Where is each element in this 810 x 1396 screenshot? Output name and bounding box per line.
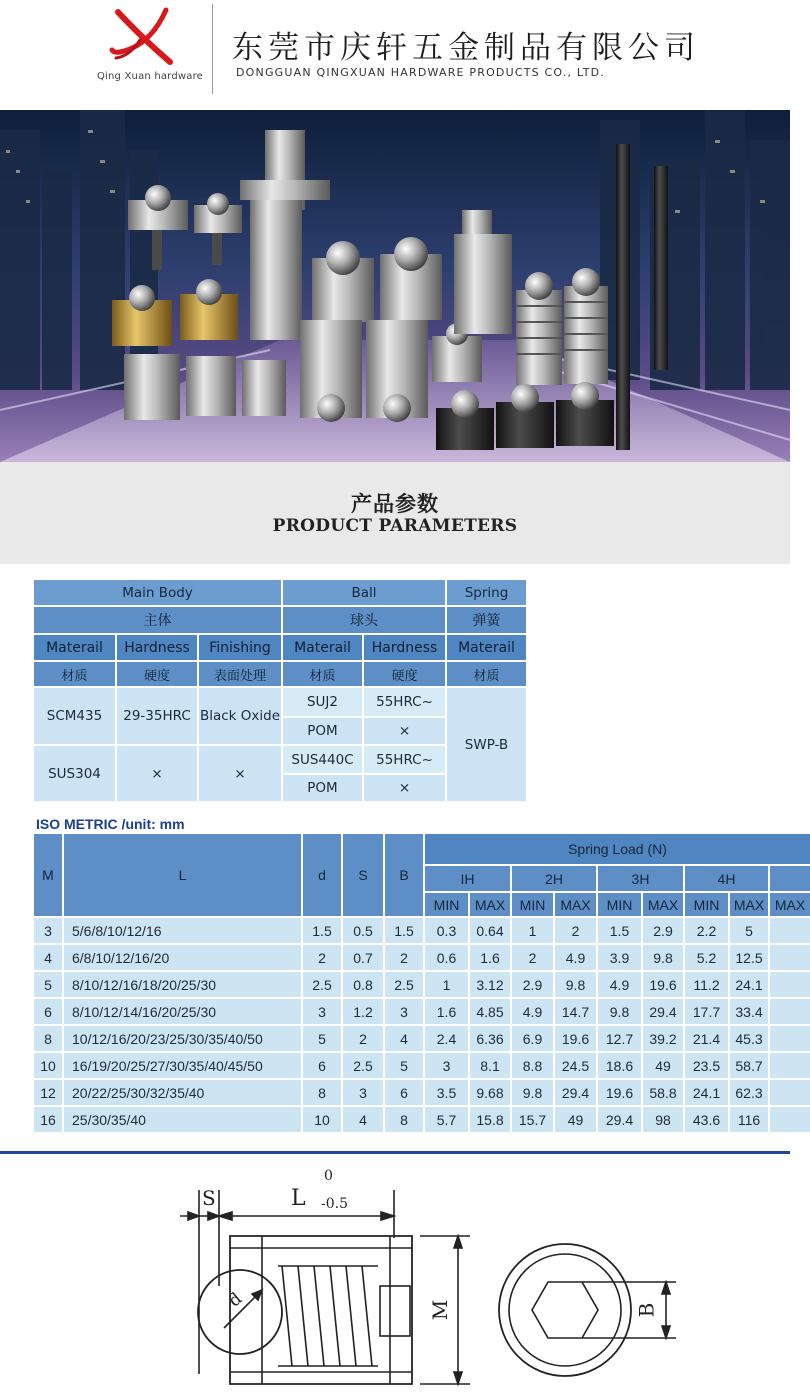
group-main-body-cn: 主体 bbox=[34, 607, 281, 633]
cell-l: 25/30/35/40 bbox=[64, 1107, 301, 1132]
ball-hardness-cell: × bbox=[364, 718, 445, 744]
cell-m: 6 bbox=[34, 999, 62, 1024]
max-header: MAX bbox=[555, 893, 596, 916]
cell-load-min: 2.2 bbox=[685, 918, 728, 943]
load-group-filler bbox=[770, 866, 810, 891]
header-d: d bbox=[303, 834, 341, 916]
cell-filler bbox=[770, 1053, 810, 1078]
cell-filler bbox=[770, 999, 810, 1024]
col-header-cn: 硬度 bbox=[117, 662, 197, 686]
cell-load-max: 33.4 bbox=[730, 999, 768, 1024]
cell-b: 2 bbox=[385, 945, 423, 970]
cell-filler bbox=[770, 1107, 810, 1132]
cell-load-min: 9.8 bbox=[598, 999, 641, 1024]
cell-load-min: 9.8 bbox=[512, 1080, 553, 1105]
min-header: MIN bbox=[425, 893, 468, 916]
cell-load-min: 1 bbox=[425, 972, 468, 997]
cell-l: 6/8/10/12/16/20 bbox=[64, 945, 301, 970]
cell-filler bbox=[770, 918, 810, 943]
cell-load-max: 116 bbox=[730, 1107, 768, 1132]
max-header: MAX bbox=[730, 893, 768, 916]
page-header bbox=[0, 0, 790, 108]
load-group-3h: 3H bbox=[598, 866, 683, 891]
cell-load-max: 58.7 bbox=[730, 1053, 768, 1078]
cell-load-max: 39.2 bbox=[643, 1026, 683, 1051]
min-header: MIN bbox=[512, 893, 553, 916]
cell-load-max: 49 bbox=[555, 1107, 596, 1132]
cell-load-max: 1.6 bbox=[470, 945, 510, 970]
cell-load-min: 2.9 bbox=[512, 972, 553, 997]
cell-b: 6 bbox=[385, 1080, 423, 1105]
cell-load-max: 58.8 bbox=[643, 1080, 683, 1105]
product-banner-image bbox=[0, 110, 790, 462]
ball-material-cell: SUJ2 bbox=[283, 688, 362, 716]
load-group-4h: 4H bbox=[685, 866, 768, 891]
cell-s: 3 bbox=[343, 1080, 383, 1105]
cell-l: 8/10/12/16/18/20/25/30 bbox=[64, 972, 301, 997]
cell-b: 5 bbox=[385, 1053, 423, 1078]
min-header: MIN bbox=[685, 893, 728, 916]
cell-l: 10/12/16/20/23/25/30/35/40/50 bbox=[64, 1026, 301, 1051]
cell-s: 0.7 bbox=[343, 945, 383, 970]
label-b: B bbox=[634, 1302, 659, 1318]
cell-load-min: 3.9 bbox=[598, 945, 641, 970]
cell-load-min: 17.7 bbox=[685, 999, 728, 1024]
cell-load-max: 6.36 bbox=[470, 1026, 510, 1051]
cell-load-min: 5.7 bbox=[425, 1107, 468, 1132]
cell-s: 1.2 bbox=[343, 999, 383, 1024]
cell-load-min: 43.6 bbox=[685, 1107, 728, 1132]
cell-load-max: 4.9 bbox=[555, 945, 596, 970]
cell-d: 1.5 bbox=[303, 918, 341, 943]
finishing-cell: Black Oxide bbox=[199, 688, 281, 744]
material-table bbox=[34, 580, 522, 794]
cell-s: 0.5 bbox=[343, 918, 383, 943]
ball-hardness-cell: 55HRC~ bbox=[364, 746, 445, 773]
cell-load-max: 4.85 bbox=[470, 999, 510, 1024]
cell-load-max: 29.4 bbox=[643, 999, 683, 1024]
iso-metric-label: ISO METRIC /unit: mm bbox=[36, 816, 185, 832]
cell-m: 8 bbox=[34, 1026, 62, 1051]
cell-load-max: 0.64 bbox=[470, 918, 510, 943]
label-s: S bbox=[202, 1186, 216, 1210]
col-header-en: Finishing bbox=[199, 635, 281, 660]
body-hardness-cell: × bbox=[117, 746, 197, 801]
cell-load-min: 6.9 bbox=[512, 1026, 553, 1051]
cell-m: 3 bbox=[34, 918, 62, 943]
cell-filler bbox=[770, 972, 810, 997]
body-hardness-cell: 29-35HRC bbox=[117, 688, 197, 744]
col-header-cn: 硬度 bbox=[364, 662, 445, 686]
group-ball-en: Ball bbox=[283, 580, 445, 605]
cell-load-min: 3.5 bbox=[425, 1080, 468, 1105]
cell-load-min: 11.2 bbox=[685, 972, 728, 997]
cell-l: 8/10/12/14/16/20/25/30 bbox=[64, 999, 301, 1024]
company-name-cn: 东莞市庆轩五金制品有限公司 bbox=[232, 30, 700, 66]
cell-load-min: 0.3 bbox=[425, 918, 468, 943]
cell-load-max: 8.1 bbox=[470, 1053, 510, 1078]
drawing-svg bbox=[0, 1156, 790, 1392]
cell-s: 4 bbox=[343, 1107, 383, 1132]
header-divider bbox=[212, 4, 213, 94]
cell-load-min: 24.1 bbox=[685, 1080, 728, 1105]
cell-load-min: 4.9 bbox=[512, 999, 553, 1024]
header-b: B bbox=[385, 834, 423, 916]
group-spring-cn: 弹簧 bbox=[447, 607, 526, 633]
cell-filler bbox=[770, 945, 810, 970]
logo-subtitle: Qing Xuan hardware bbox=[96, 71, 204, 82]
max-header-extra: MAX bbox=[770, 893, 810, 916]
cell-load-min: 12.7 bbox=[598, 1026, 641, 1051]
body-material-cell: SCM435 bbox=[34, 688, 115, 744]
cell-load-max: 2 bbox=[555, 918, 596, 943]
cell-load-min: 4.9 bbox=[598, 972, 641, 997]
cell-load-max: 49 bbox=[643, 1053, 683, 1078]
cell-d: 8 bbox=[303, 1080, 341, 1105]
col-header-en: Materail bbox=[283, 635, 362, 660]
cell-load-max: 19.6 bbox=[643, 972, 683, 997]
cell-s: 2.5 bbox=[343, 1053, 383, 1078]
cell-load-max: 15.8 bbox=[470, 1107, 510, 1132]
ball-material-cell: POM bbox=[283, 718, 362, 744]
cell-m: 10 bbox=[34, 1053, 62, 1078]
cell-load-min: 15.7 bbox=[512, 1107, 553, 1132]
load-group-2h: 2H bbox=[512, 866, 596, 891]
max-header: MAX bbox=[643, 893, 683, 916]
cell-load-max: 62.3 bbox=[730, 1080, 768, 1105]
max-header: MAX bbox=[470, 893, 510, 916]
header-s: S bbox=[343, 834, 383, 916]
cell-load-max: 19.6 bbox=[555, 1026, 596, 1051]
group-spring-en: Spring bbox=[447, 580, 526, 605]
cell-load-max: 98 bbox=[643, 1107, 683, 1132]
cell-load-min: 0.6 bbox=[425, 945, 468, 970]
body-material-cell: SUS304 bbox=[34, 746, 115, 801]
section-divider bbox=[0, 1151, 790, 1154]
cell-m: 5 bbox=[34, 972, 62, 997]
company-name-en: DONGGUAN QINGXUAN HARDWARE PRODUCTS CO., LTD. bbox=[236, 66, 606, 79]
cell-load-max: 9.8 bbox=[555, 972, 596, 997]
header-spring-load: Spring Load (N) bbox=[425, 834, 810, 864]
cell-load-min: 3 bbox=[425, 1053, 468, 1078]
cell-filler bbox=[770, 1026, 810, 1051]
cell-d: 3 bbox=[303, 999, 341, 1024]
ball-material-cell: SUS440C bbox=[283, 746, 362, 773]
cell-load-max: 29.4 bbox=[555, 1080, 596, 1105]
label-m: M bbox=[428, 1299, 453, 1321]
col-header-cn: 材质 bbox=[447, 662, 526, 686]
cell-load-min: 19.6 bbox=[598, 1080, 641, 1105]
technical-drawing bbox=[0, 1156, 790, 1392]
tolerance-upper: 0 bbox=[324, 1168, 333, 1184]
ball-hardness-cell: 55HRC~ bbox=[364, 688, 445, 716]
cell-load-max: 2.9 bbox=[643, 918, 683, 943]
group-ball-cn: 球头 bbox=[283, 607, 445, 633]
cell-filler bbox=[770, 1080, 810, 1105]
cell-load-min: 1 bbox=[512, 918, 553, 943]
label-l: L bbox=[291, 1186, 306, 1211]
cell-s: 0.8 bbox=[343, 972, 383, 997]
cell-m: 12 bbox=[34, 1080, 62, 1105]
cell-s: 2 bbox=[343, 1026, 383, 1051]
group-main-body-en: Main Body bbox=[34, 580, 281, 605]
cell-b: 2.5 bbox=[385, 972, 423, 997]
spring-material-cell: SWP-B bbox=[447, 688, 526, 801]
cell-load-max: 5 bbox=[730, 918, 768, 943]
cell-load-max: 12.5 bbox=[730, 945, 768, 970]
iso-metric-table bbox=[34, 834, 806, 1132]
load-group-ih: IH bbox=[425, 866, 510, 891]
col-header-cn: 材质 bbox=[283, 662, 362, 686]
cell-m: 4 bbox=[34, 945, 62, 970]
cell-load-min: 5.2 bbox=[685, 945, 728, 970]
tolerance-lower: -0.5 bbox=[321, 1196, 348, 1212]
cell-load-max: 24.1 bbox=[730, 972, 768, 997]
cell-load-min: 29.4 bbox=[598, 1107, 641, 1132]
cell-m: 16 bbox=[34, 1107, 62, 1132]
cell-load-max: 45.3 bbox=[730, 1026, 768, 1051]
company-logo-icon bbox=[110, 6, 180, 66]
header-l: L bbox=[64, 834, 301, 916]
section-title-cn: 产品参数 bbox=[351, 492, 439, 516]
col-header-en: Materail bbox=[447, 635, 526, 660]
section-title-en: PRODUCT PARAMETERS bbox=[272, 516, 518, 536]
cell-load-min: 1.6 bbox=[425, 999, 468, 1024]
cell-b: 1.5 bbox=[385, 918, 423, 943]
ball-hardness-cell: × bbox=[364, 775, 445, 801]
finishing-cell: × bbox=[199, 746, 281, 801]
col-header-en: Hardness bbox=[364, 635, 445, 660]
cell-d: 2 bbox=[303, 945, 341, 970]
col-header-en: Materail bbox=[34, 635, 115, 660]
cell-d: 10 bbox=[303, 1107, 341, 1132]
cell-load-min: 23.5 bbox=[685, 1053, 728, 1078]
cell-load-min: 2.4 bbox=[425, 1026, 468, 1051]
cell-b: 4 bbox=[385, 1026, 423, 1051]
cell-d: 6 bbox=[303, 1053, 341, 1078]
cell-load-max: 9.8 bbox=[643, 945, 683, 970]
cell-l: 5/6/8/10/12/16 bbox=[64, 918, 301, 943]
cell-load-min: 18.6 bbox=[598, 1053, 641, 1078]
cell-d: 5 bbox=[303, 1026, 341, 1051]
cell-l: 20/22/25/30/32/35/40 bbox=[64, 1080, 301, 1105]
col-header-cn: 材质 bbox=[34, 662, 115, 686]
section-title-band bbox=[0, 462, 790, 564]
ball-material-cell: POM bbox=[283, 775, 362, 801]
cell-load-min: 21.4 bbox=[685, 1026, 728, 1051]
cell-load-max: 3.12 bbox=[470, 972, 510, 997]
cell-b: 3 bbox=[385, 999, 423, 1024]
header-m: M bbox=[34, 834, 62, 916]
cell-load-min: 8.8 bbox=[512, 1053, 553, 1078]
col-header-en: Hardness bbox=[117, 635, 197, 660]
cell-load-min: 1.5 bbox=[598, 918, 641, 943]
cell-load-min: 2 bbox=[512, 945, 553, 970]
col-header-cn: 表面处理 bbox=[199, 662, 281, 686]
cell-d: 2.5 bbox=[303, 972, 341, 997]
min-header: MIN bbox=[598, 893, 641, 916]
cell-l: 16/19/20/25/27/30/35/40/45/50 bbox=[64, 1053, 301, 1078]
cell-load-max: 9.68 bbox=[470, 1080, 510, 1105]
cell-b: 8 bbox=[385, 1107, 423, 1132]
cell-load-max: 24.5 bbox=[555, 1053, 596, 1078]
label-d: d bbox=[224, 1288, 247, 1312]
cell-load-max: 14.7 bbox=[555, 999, 596, 1024]
